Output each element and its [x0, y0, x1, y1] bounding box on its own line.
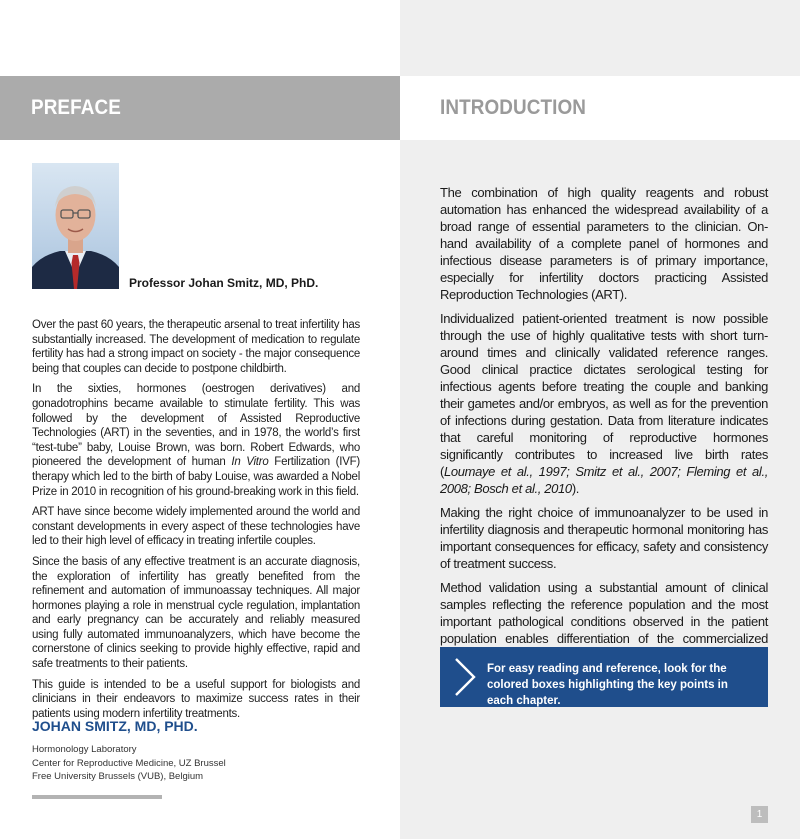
page-number: 1: [751, 806, 768, 823]
preface-body: [32, 318, 360, 727]
author-portrait-image: [32, 163, 119, 289]
affiliation-line: Hormonology Laboratory: [32, 744, 137, 755]
photo-caption: Professor Johan Smitz, MD, PhD.: [129, 276, 319, 290]
preface-paragraph: ART have since become widely implemented around the world and constant developments in every aspect of these technologies have led to their high level of efficacy in treating infertile couples.: [32, 506, 360, 548]
key-points-box: [440, 647, 768, 707]
introduction-page: [400, 0, 800, 839]
key-points-text: For easy reading and reference, look for the colored boxes highlighting the key points in each chapter.: [487, 663, 728, 707]
author-photo: [32, 163, 119, 289]
citation: Loumaye et al., 1997; Smitz et al., 2007; Fleming et al., 2008; Bosch et al., 2010: [440, 464, 768, 496]
introduction-heading: INTRODUCTION: [440, 96, 586, 119]
introduction-body: [440, 184, 768, 671]
introduction-paragraph: Method validation using a substantial amount of clinical samples reflecting the reference population and the most important pathological conditions observed in the patient population enables differentiation of the commercialized: [440, 579, 768, 664]
introduction-paragraph: The combination of high quality reagents and robust automation has enhanced the widespread availability of a broad range of essential parameters to the clinician. On-hand availability of a complete panel of hormones and infectious disease parameters is of primary importance, especially for infertility doctors practicing Assisted Reproduction Technologies (ART).: [440, 185, 768, 302]
divider: [32, 795, 162, 799]
preface-heading: PREFACE: [31, 96, 121, 119]
preface-paragraph: Since the basis of any effective treatment is an accurate diagnosis, the exploration of infertility has greatly benefited from the refinement and automation of immunoassay techniques. All major hormones playing a role in menstrual cycle regulation, implantation and early pregnancy can be accurately and reliably measured using fully automated immunoanalyzers, which have become the cornerstone of clinics seeking to provide highly effective, rapid and safe treatments to their patients.: [32, 555, 360, 671]
preface-paragraph: Over the past 60 years, the therapeutic arsenal to treat infertility has substantially increased. The development of medication to regulate fertility has had a strong impact on society - the major consequence being that couples can decide to postpone childbirth.: [32, 319, 360, 375]
signature-name: JOHAN SMITZ, MD, PHD.: [32, 718, 198, 734]
affiliation: [32, 743, 226, 784]
preface-paragraph-history: In the sixties, hormones (oestrogen derivatives) and gonadotrophins became available to stimulate fertility. This was followed by the development of Assisted Reproductive Technologies (ART) in the seventies, and in 1978, the world’s first “test-tube” baby, Louise Brown, was born. Robert Edwards, who pioneered the development of human In Vitro Fertilization (IVF) therapy which led to the birth of baby Louise, was awarded a Nobel Prize in 2010 in recognition of his ground-breaking work in this field.: [32, 383, 360, 498]
introduction-paragraph: Making the right choice of immunoanalyzer to be used in infertility diagnosis and therapeutic hormonal monitoring has important consequences for efficacy, safety and consistency of treatment success.: [440, 505, 768, 571]
introduction-header-band: [400, 76, 800, 140]
preface-paragraph: This guide is intended to be a useful support for biologists and clinicians in their endeavors to maximize success rates in their patients using modern infertility treatments.: [32, 678, 360, 720]
chevron-right-icon: [452, 656, 478, 698]
affiliation-line: Free University Brussels (VUB), Belgium: [32, 771, 204, 782]
preface-header-band: [0, 76, 400, 140]
affiliation-line: Center for Reproductive Medicine, UZ Brussel: [32, 757, 226, 769]
introduction-paragraph: Individualized patient-oriented treatment is now possible through the use of highly qualitative tests with short turn-around times and clinically validated reference ranges. Good clinical practice dictates serological testing for infectious agents before treating the couple and banking their gametes and/or embryos, as well as for the prevention of infections during gestation. Data from literature indicates that careful monitoring of reproductive hormones significantly contributes to increased live birth rates (Loumaye et al., 1997; Smitz et al., 2007; Fleming et al., 2008; Bosch et al., 2010).: [440, 311, 768, 496]
